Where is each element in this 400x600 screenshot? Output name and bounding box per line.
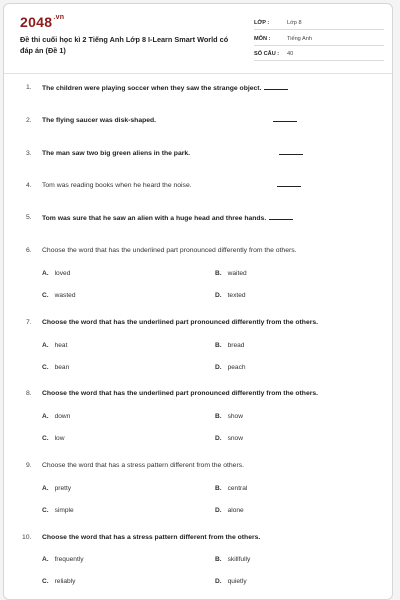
option-letter: B. [215, 413, 222, 420]
meta-key: MÔN : [254, 36, 271, 42]
option-letter: A. [42, 485, 49, 492]
option-letter: D. [215, 435, 222, 442]
meta-count [254, 48, 384, 61]
header [4, 4, 392, 72]
option-text: show [227, 413, 243, 420]
option-text: loved [54, 270, 71, 277]
question-number: 2. [26, 117, 32, 124]
option-text: bean [54, 364, 70, 371]
option-b[interactable] [215, 485, 247, 492]
meta-subject [254, 33, 384, 46]
question-text: Choose the word that has a stress pattern different from the others. [42, 462, 245, 469]
answer-blank[interactable] [264, 84, 288, 90]
option-a[interactable] [42, 342, 67, 349]
question-text: The children were playing soccer when they saw the strange object. [42, 85, 262, 92]
question-number: 3. [26, 150, 32, 157]
option-letter: C. [42, 507, 49, 514]
option-letter: C. [42, 292, 49, 299]
option-b[interactable] [215, 413, 243, 420]
option-text: quietly [227, 578, 247, 585]
option-text: pretty [54, 485, 72, 492]
option-letter: C. [42, 364, 49, 371]
question-text: Choose the word that has the underlined part pronounced differently from the others. [42, 319, 319, 326]
option-letter: B. [215, 270, 222, 277]
option-text: peach [227, 364, 246, 371]
option-text: snow [227, 435, 243, 442]
option-letter: A. [42, 413, 49, 420]
option-d[interactable] [215, 435, 243, 442]
meta-value: Lớp 8 [287, 20, 302, 26]
option-d[interactable] [215, 507, 244, 514]
option-letter: A. [42, 270, 49, 277]
option-text: skillfully [227, 556, 251, 563]
option-text: alone [227, 507, 244, 514]
option-text: waited [227, 270, 247, 277]
option-text: bread [227, 342, 245, 349]
question-number: 7. [26, 319, 32, 326]
option-a[interactable] [42, 270, 70, 277]
option-text: simple [54, 507, 74, 514]
option-text: frequently [54, 556, 84, 563]
question-text: Choose the word that has the underlined part pronounced differently from the others. [42, 247, 297, 254]
question-number: 6. [26, 247, 32, 254]
question-number: 10. [22, 534, 32, 541]
option-d[interactable] [215, 292, 246, 299]
option-c[interactable] [42, 435, 65, 442]
option-letter: C. [42, 578, 49, 585]
question-number: 8. [26, 390, 32, 397]
option-text: heat [54, 342, 68, 349]
site-logo[interactable] [20, 14, 64, 30]
exam-sheet [3, 3, 393, 600]
meta-key: LỚP : [254, 20, 270, 26]
option-c[interactable] [42, 578, 75, 585]
answer-blank[interactable] [279, 154, 303, 155]
answer-blank[interactable] [273, 121, 297, 122]
option-text: down [54, 413, 71, 420]
option-text: wasted [54, 292, 76, 299]
option-letter: B. [215, 342, 222, 349]
answer-blank[interactable] [277, 186, 301, 187]
meta-class [254, 17, 384, 30]
meta-value: 40 [287, 51, 294, 57]
option-b[interactable] [215, 342, 244, 349]
question-text: The man saw two big green aliens in the park. [42, 150, 191, 157]
option-letter: D. [215, 292, 222, 299]
question-text: Tom was sure that he saw an alien with a huge head and three hands. [42, 215, 267, 222]
question-text: Tom was reading books when he heard the noise. [42, 182, 192, 189]
option-d[interactable] [215, 364, 246, 371]
option-a[interactable] [42, 413, 70, 420]
meta-key: SỐ CÂU : [254, 51, 280, 57]
option-a[interactable] [42, 556, 84, 563]
question-number: 9. [26, 462, 32, 469]
option-c[interactable] [42, 507, 74, 514]
option-text: reliably [54, 578, 76, 585]
option-text: texted [227, 292, 246, 299]
logo-text: 2048 [20, 14, 53, 30]
question-text: Choose the word that has the underlined part pronounced differently from the others. [42, 390, 319, 397]
option-c[interactable] [42, 292, 76, 299]
question-text: Choose the word that has a stress pattern different from the others. [42, 534, 261, 541]
question-number: 1. [26, 84, 32, 91]
option-letter: B. [215, 556, 222, 563]
option-letter: B. [215, 485, 222, 492]
option-letter: D. [215, 578, 222, 585]
question-number: 5. [26, 214, 32, 221]
option-letter: D. [215, 364, 222, 371]
meta-value: Tiếng Anh [287, 36, 312, 42]
option-letter: D. [215, 507, 222, 514]
option-b[interactable] [215, 270, 247, 277]
option-d[interactable] [215, 578, 247, 585]
option-b[interactable] [215, 556, 250, 563]
logo-suffix: .vn [53, 14, 65, 21]
question-number: 4. [26, 182, 32, 189]
option-letter: C. [42, 435, 49, 442]
option-a[interactable] [42, 485, 71, 492]
answer-blank[interactable] [269, 214, 293, 220]
option-letter: A. [42, 342, 49, 349]
exam-title: Đề thi cuối học kì 2 Tiếng Anh Lớp 8 I-Learn Smart World có đáp án (Đề 1) [20, 35, 229, 55]
question-text: The flying saucer was disk-shaped. [42, 117, 157, 124]
option-letter: A. [42, 556, 49, 563]
option-text: low [54, 435, 65, 442]
option-text: central [227, 485, 248, 492]
header-divider [4, 73, 392, 74]
option-c[interactable] [42, 364, 69, 371]
